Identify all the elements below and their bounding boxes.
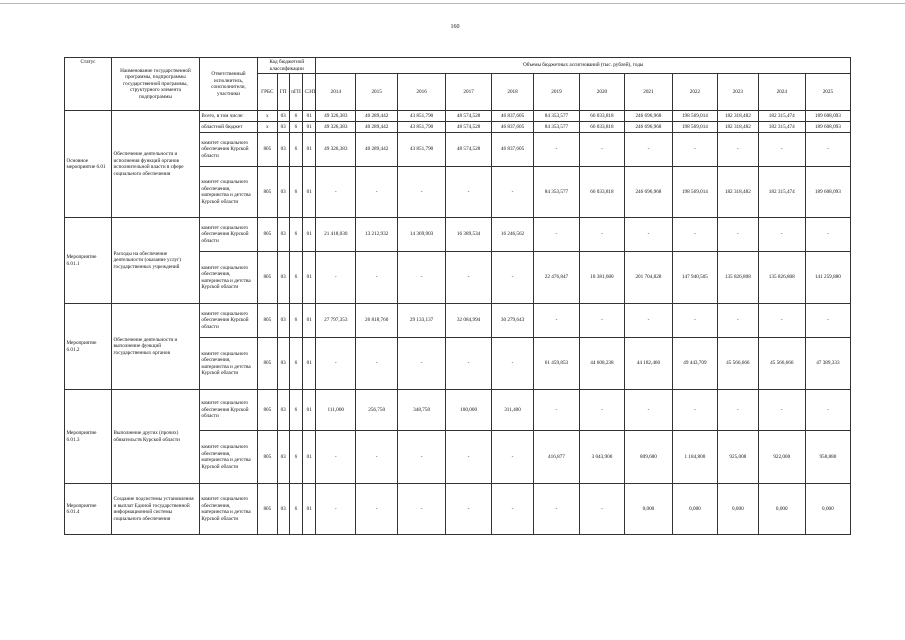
value-cell: 49 326,383 bbox=[316, 111, 356, 122]
value-cell: 135 826,808 bbox=[717, 252, 758, 304]
value-cell: 46 837,605 bbox=[492, 111, 534, 122]
name-cell: Выполнение других (прочих) обязательств Курской области bbox=[112, 390, 200, 484]
code-cell: 03 bbox=[277, 390, 289, 431]
code-cell: 01 bbox=[303, 338, 316, 390]
header-year: 2022 bbox=[672, 74, 717, 111]
value-cell: - bbox=[446, 484, 492, 535]
value-cell: 100,000 bbox=[446, 390, 492, 431]
code-cell: 01 bbox=[303, 252, 316, 304]
code-cell: 01 bbox=[303, 167, 316, 218]
value-cell: 1 184,800 bbox=[672, 431, 717, 484]
value-cell: 246 696,968 bbox=[624, 111, 672, 122]
value-cell: - bbox=[805, 133, 850, 167]
value-cell: - bbox=[624, 304, 672, 338]
value-cell: 29 133,137 bbox=[398, 304, 446, 338]
page-number: 160 bbox=[450, 24, 460, 30]
value-cell: 0,000 bbox=[805, 484, 850, 535]
value-cell: 32 084,994 bbox=[446, 304, 492, 338]
header-year: 2023 bbox=[717, 74, 758, 111]
header-year: 2017 bbox=[446, 74, 492, 111]
value-cell: 44 182,460 bbox=[624, 338, 672, 390]
value-cell: - bbox=[356, 431, 398, 484]
code-cell: 6 bbox=[289, 122, 302, 133]
responsible-cell: комитет социального обеспечения, материнства и детства Курской области bbox=[199, 167, 257, 218]
value-cell: 0,000 bbox=[758, 484, 805, 535]
value-cell: 47 389,333 bbox=[805, 338, 850, 390]
header-code: ГРБС bbox=[258, 74, 277, 111]
value-cell: 49 326,383 bbox=[316, 133, 356, 167]
value-cell: 958,880 bbox=[805, 431, 850, 484]
value-cell: - bbox=[398, 338, 446, 390]
value-cell: 26 818,760 bbox=[356, 304, 398, 338]
value-cell: 416,877 bbox=[533, 431, 579, 484]
code-cell: 03 bbox=[277, 484, 289, 535]
table-row bbox=[65, 304, 851, 338]
code-cell: 805 bbox=[258, 484, 277, 535]
value-cell: - bbox=[717, 133, 758, 167]
table-row bbox=[65, 218, 851, 252]
value-cell: - bbox=[492, 484, 534, 535]
value-cell: - bbox=[446, 431, 492, 484]
value-cell: 43 851,790 bbox=[398, 122, 446, 133]
value-cell: 311,400 bbox=[492, 390, 534, 431]
value-cell: 198 569,014 bbox=[672, 167, 717, 218]
value-cell: 147 940,505 bbox=[672, 252, 717, 304]
responsible-cell: областной бюджет bbox=[199, 122, 257, 133]
value-cell: 22 476,847 bbox=[533, 252, 579, 304]
value-cell: - bbox=[579, 484, 624, 535]
header-year: 2021 bbox=[624, 74, 672, 111]
value-cell: - bbox=[758, 390, 805, 431]
status-cell: Мероприятие 6.01.1 bbox=[65, 218, 112, 304]
code-cell: 6 bbox=[289, 338, 302, 390]
value-cell: - bbox=[758, 218, 805, 252]
value-cell: 925,008 bbox=[717, 431, 758, 484]
budget-allocation-table bbox=[64, 57, 851, 535]
header-volume: Объемы бюджетных ассигнований (тыс. рублей), годы bbox=[316, 58, 851, 74]
value-cell: 45 566,666 bbox=[717, 338, 758, 390]
value-cell: 43 851,790 bbox=[398, 133, 446, 167]
value-cell: - bbox=[446, 167, 492, 218]
value-cell: 246 696,968 bbox=[624, 122, 672, 133]
value-cell: - bbox=[624, 133, 672, 167]
responsible-cell: комитет социального обеспечения Курской области bbox=[199, 390, 257, 431]
header-year: 2024 bbox=[758, 74, 805, 111]
value-cell: 18 381,680 bbox=[579, 252, 624, 304]
value-cell: - bbox=[717, 218, 758, 252]
value-cell: 0,000 bbox=[624, 484, 672, 535]
header-code: пГП bbox=[289, 74, 302, 111]
value-cell: 84 353,577 bbox=[533, 167, 579, 218]
code-cell: 805 bbox=[258, 431, 277, 484]
code-cell: 01 bbox=[303, 431, 316, 484]
value-cell: 3 043,900 bbox=[579, 431, 624, 484]
value-cell: 182 315,474 bbox=[758, 111, 805, 122]
code-cell: 01 bbox=[303, 390, 316, 431]
value-cell: - bbox=[624, 218, 672, 252]
code-cell: 6 bbox=[289, 484, 302, 535]
name-cell: Обеспечение деятельности и исполнения функций органов исполнительной власти в сфере социального обеспечения bbox=[112, 111, 200, 218]
value-cell: 40 289,442 bbox=[356, 133, 398, 167]
code-cell: 805 bbox=[258, 304, 277, 338]
value-cell: - bbox=[805, 304, 850, 338]
code-cell: 805 bbox=[258, 252, 277, 304]
value-cell: 201 704,828 bbox=[624, 252, 672, 304]
value-cell: - bbox=[316, 252, 356, 304]
table-row bbox=[65, 484, 851, 535]
code-cell: 01 bbox=[303, 304, 316, 338]
value-cell: 348,750 bbox=[398, 390, 446, 431]
value-cell: - bbox=[579, 304, 624, 338]
value-cell: 40 289,442 bbox=[356, 111, 398, 122]
value-cell: 16 389,534 bbox=[446, 218, 492, 252]
name-cell: Создание подсистемы установления и выплат Единой государственной информационной системы социального обеспечения bbox=[112, 484, 200, 535]
value-cell: - bbox=[316, 338, 356, 390]
value-cell: - bbox=[758, 304, 805, 338]
header-year: 2019 bbox=[533, 74, 579, 111]
code-cell: 6 bbox=[289, 133, 302, 167]
value-cell: 27 797,353 bbox=[316, 304, 356, 338]
code-cell: 01 bbox=[303, 484, 316, 535]
code-cell: 03 bbox=[277, 304, 289, 338]
value-cell: 111,000 bbox=[316, 390, 356, 431]
value-cell: - bbox=[316, 431, 356, 484]
code-cell: 03 bbox=[277, 252, 289, 304]
value-cell: - bbox=[717, 304, 758, 338]
value-cell: - bbox=[492, 167, 534, 218]
value-cell: 66 033,818 bbox=[579, 167, 624, 218]
value-cell: 66 033,818 bbox=[579, 111, 624, 122]
value-cell: - bbox=[579, 390, 624, 431]
value-cell: 809,680 bbox=[624, 431, 672, 484]
code-cell: 01 bbox=[303, 122, 316, 133]
header-year: 2015 bbox=[356, 74, 398, 111]
value-cell: - bbox=[356, 167, 398, 218]
code-cell: 6 bbox=[289, 218, 302, 252]
table-row bbox=[65, 111, 851, 122]
value-cell: - bbox=[356, 484, 398, 535]
code-cell: 805 bbox=[258, 390, 277, 431]
value-cell: 198 569,014 bbox=[672, 111, 717, 122]
value-cell: 46 837,605 bbox=[492, 122, 534, 133]
header-year: 2025 bbox=[805, 74, 850, 111]
code-cell: 6 bbox=[289, 431, 302, 484]
header-year: 2014 bbox=[316, 74, 356, 111]
value-cell: - bbox=[492, 431, 534, 484]
responsible-cell: Всего, в том числе: bbox=[199, 111, 257, 122]
value-cell: 182 315,474 bbox=[758, 167, 805, 218]
code-cell: 6 bbox=[289, 252, 302, 304]
value-cell: 46 837,605 bbox=[492, 133, 534, 167]
value-cell: 61 459,853 bbox=[533, 338, 579, 390]
value-cell: - bbox=[533, 218, 579, 252]
header-budget-code: Код бюджетной классификации bbox=[258, 58, 316, 74]
value-cell: 182 318,482 bbox=[717, 167, 758, 218]
header-status: Статус bbox=[65, 58, 112, 111]
header-year: 2016 bbox=[398, 74, 446, 111]
value-cell: 45 566,666 bbox=[758, 338, 805, 390]
status-cell: Мероприятие 6.01.2 bbox=[65, 304, 112, 390]
code-cell: 6 bbox=[289, 390, 302, 431]
header-responsible: Ответственный исполнитель, соисполнители, участники bbox=[199, 58, 257, 111]
value-cell: - bbox=[533, 390, 579, 431]
value-cell: 246 696,968 bbox=[624, 167, 672, 218]
value-cell: - bbox=[672, 390, 717, 431]
responsible-cell: комитет социального обеспечения, материнства и детства Курской области bbox=[199, 431, 257, 484]
value-cell: 43 851,790 bbox=[398, 111, 446, 122]
value-cell: 66 033,818 bbox=[579, 122, 624, 133]
value-cell: - bbox=[579, 133, 624, 167]
code-cell: 01 bbox=[303, 133, 316, 167]
code-cell: 03 bbox=[277, 338, 289, 390]
header-year: 2020 bbox=[579, 74, 624, 111]
value-cell: 182 315,474 bbox=[758, 122, 805, 133]
value-cell: 48 574,528 bbox=[446, 111, 492, 122]
value-cell: - bbox=[446, 252, 492, 304]
code-cell: х bbox=[258, 122, 277, 133]
value-cell: - bbox=[356, 252, 398, 304]
name-cell: Расходы на обеспечение деятельности (оказание услуг) государственных учреждений bbox=[112, 218, 200, 304]
responsible-cell: комитет социального обеспечения, материнства и детства Курской области bbox=[199, 252, 257, 304]
value-cell: - bbox=[446, 338, 492, 390]
value-cell: 14 369,903 bbox=[398, 218, 446, 252]
value-cell: 48 574,528 bbox=[446, 122, 492, 133]
value-cell: - bbox=[805, 390, 850, 431]
code-cell: 01 bbox=[303, 218, 316, 252]
code-cell: 03 bbox=[277, 431, 289, 484]
code-cell: 805 bbox=[258, 218, 277, 252]
value-cell: - bbox=[492, 338, 534, 390]
code-cell: 6 bbox=[289, 111, 302, 122]
name-cell: Обеспечение деятельности и выполнение функций государственных органов bbox=[112, 304, 200, 390]
value-cell: - bbox=[398, 484, 446, 535]
code-cell: 6 bbox=[289, 167, 302, 218]
value-cell: - bbox=[672, 304, 717, 338]
header-code: ГП bbox=[277, 74, 289, 111]
value-cell: 13 212,932 bbox=[356, 218, 398, 252]
value-cell: 141 259,880 bbox=[805, 252, 850, 304]
responsible-cell: комитет социального обеспечения Курской области bbox=[199, 304, 257, 338]
value-cell: - bbox=[533, 304, 579, 338]
value-cell: 922,000 bbox=[758, 431, 805, 484]
code-cell: 805 bbox=[258, 167, 277, 218]
header-code: СЭП bbox=[303, 74, 316, 111]
header-year: 2018 bbox=[492, 74, 534, 111]
value-cell: 48 574,528 bbox=[446, 133, 492, 167]
table-body bbox=[65, 111, 851, 535]
value-cell: - bbox=[672, 218, 717, 252]
value-cell: - bbox=[356, 338, 398, 390]
code-cell: 6 bbox=[289, 304, 302, 338]
code-cell: 01 bbox=[303, 111, 316, 122]
value-cell: - bbox=[579, 218, 624, 252]
code-cell: 03 bbox=[277, 133, 289, 167]
code-cell: 03 bbox=[277, 111, 289, 122]
value-cell: - bbox=[533, 133, 579, 167]
code-cell: 805 bbox=[258, 133, 277, 167]
value-cell: 135 826,808 bbox=[758, 252, 805, 304]
top-scan-rule bbox=[0, 3, 905, 4]
value-cell: 44 608,238 bbox=[579, 338, 624, 390]
value-cell: 84 353,577 bbox=[533, 111, 579, 122]
value-cell: 49 326,383 bbox=[316, 122, 356, 133]
responsible-cell: комитет социального обеспечения Курской области bbox=[199, 218, 257, 252]
value-cell: 21 418,030 bbox=[316, 218, 356, 252]
value-cell: - bbox=[398, 167, 446, 218]
responsible-cell: комитет социального обеспечения Курской области bbox=[199, 133, 257, 167]
status-cell: Мероприятие 6.01.3 bbox=[65, 390, 112, 484]
value-cell: 40 289,442 bbox=[356, 122, 398, 133]
value-cell: 256,750 bbox=[356, 390, 398, 431]
code-cell: 03 bbox=[277, 218, 289, 252]
value-cell: - bbox=[398, 252, 446, 304]
value-cell: - bbox=[672, 133, 717, 167]
value-cell: 189 608,093 bbox=[805, 122, 850, 133]
value-cell: 84 353,577 bbox=[533, 122, 579, 133]
value-cell: - bbox=[758, 133, 805, 167]
value-cell: 189 608,093 bbox=[805, 167, 850, 218]
responsible-cell: комитет социального обеспечения, материнства и детства Курской области bbox=[199, 484, 257, 535]
code-cell: 03 bbox=[277, 167, 289, 218]
value-cell: 198 569,014 bbox=[672, 122, 717, 133]
value-cell: - bbox=[624, 390, 672, 431]
value-cell: 0,000 bbox=[672, 484, 717, 535]
value-cell: - bbox=[492, 252, 534, 304]
code-cell: 805 bbox=[258, 338, 277, 390]
status-cell: Мероприятие 6.01.4 bbox=[65, 484, 112, 535]
value-cell: 16 246,562 bbox=[492, 218, 534, 252]
responsible-cell: комитет социального обеспечения, материнства и детства Курской области bbox=[199, 338, 257, 390]
value-cell: - bbox=[533, 484, 579, 535]
value-cell: 189 608,093 bbox=[805, 111, 850, 122]
value-cell: - bbox=[717, 390, 758, 431]
value-cell: - bbox=[316, 167, 356, 218]
value-cell: 30 279,643 bbox=[492, 304, 534, 338]
value-cell: - bbox=[805, 218, 850, 252]
value-cell: 49 443,709 bbox=[672, 338, 717, 390]
code-cell: 03 bbox=[277, 122, 289, 133]
header-name: Наименование государственной программы, подпрограммы государственной программы, структурного элемента подпрограммы bbox=[112, 58, 200, 111]
table-row bbox=[65, 390, 851, 431]
value-cell: 182 318,482 bbox=[717, 111, 758, 122]
value-cell: 182 318,482 bbox=[717, 122, 758, 133]
value-cell: - bbox=[398, 431, 446, 484]
value-cell: 0,000 bbox=[717, 484, 758, 535]
value-cell: - bbox=[316, 484, 356, 535]
status-cell: Основное мероприятие 6.01 bbox=[65, 111, 112, 218]
code-cell: х bbox=[258, 111, 277, 122]
